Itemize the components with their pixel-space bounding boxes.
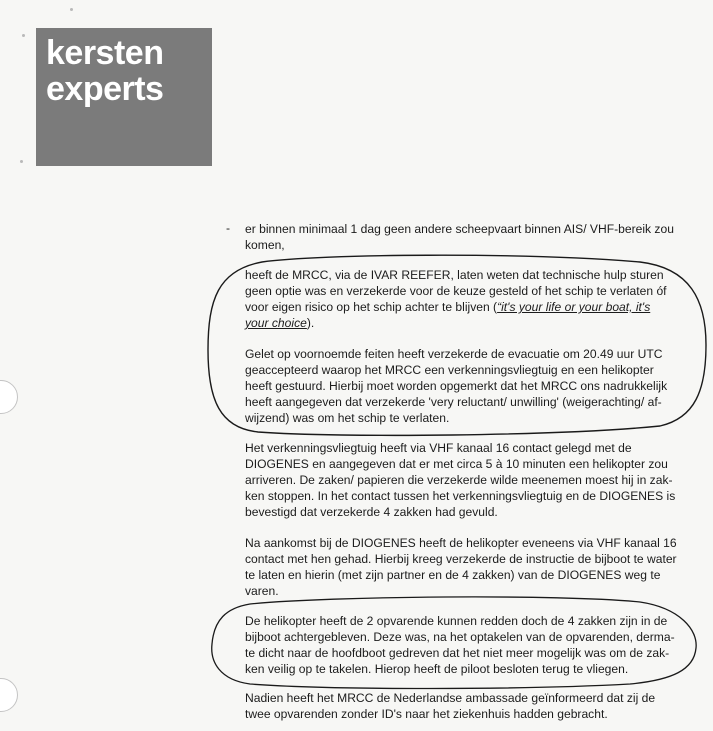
- paragraph-4-line: contact met hen gehad. Hierbij kreeg verzekerde de instructie de bijboot te water: [245, 552, 677, 566]
- paragraph-3-line: DIOGENES en aangegeven dat er met circa 5 à 10 minuten een helikopter zou: [245, 457, 668, 471]
- paragraph-4-line: Na aankomst bij de DIOGENES heeft de helikopter eveneens via VHF kanaal 16: [245, 536, 677, 550]
- paragraph-3-line: ken stoppen. In het contact tussen het verkenningsvliegtuig en de DIOGENES is: [245, 489, 676, 503]
- logo-word-1: kersten: [46, 34, 164, 72]
- paragraph-2-line: heeft gestuurd. Hierbij moet worden opgemerkt dat het MRCC ons nadrukkelijk: [245, 379, 668, 393]
- paragraph-2-line: heeft aangegeven dat verzekerde 'very reluctant/ unwilling' (weigerachting/ af-: [245, 395, 662, 409]
- hand-drawn-oval-lower: [212, 597, 696, 689]
- paragraph-2-line: Gelet op voornoemde feiten heeft verzekerde de evacuatie om 20.49 uur UTC: [245, 347, 663, 361]
- logo-word-2: experts: [46, 70, 164, 108]
- quote-text: your choice: [245, 316, 307, 330]
- bullet-line: komen,: [245, 238, 285, 252]
- paragraph-5-line: ken veilig op te takelen. Hierop heeft de piloot besloten terug te vliegen.: [245, 662, 629, 676]
- closing-punct: ).: [306, 316, 315, 330]
- bullet-line: er binnen minimaal 1 dag geen andere scheepvaart binnen AIS/ VHF-bereik zou: [245, 222, 674, 236]
- hand-drawn-oval-upper: [208, 255, 706, 435]
- paragraph-6-line: Nadien heeft het MRCC de Nederlandse ambassade geïnformeerd dat zij de: [245, 691, 656, 705]
- paragraph-5-line: De helikopter heeft de 2 opvarende kunnen redden doch de 4 zakken zijn in de: [245, 614, 668, 628]
- quote-text: “it's your life or your boat, it's: [497, 300, 651, 314]
- paragraph-3-line: arriveren. De zaken/ papieren die verzekerde wilde meenemen moest hij in zak-: [245, 473, 673, 487]
- paragraph-1-line: heeft de MRCC, via de IVAR REEFER, laten weten dat technische hulp sturen: [245, 268, 664, 282]
- paragraph-5-line: bijboot achtergebleven. Deze was, na het optakelen van de opvarenden, derma-: [245, 630, 675, 644]
- paragraph-2-line: geaccepteerd waarop het MRCC een verkenningsvliegtuig en een helikopter: [245, 363, 654, 377]
- paragraph-2-line: wijzend) was om het schip te verlaten.: [245, 411, 450, 425]
- paragraph-4-line: varen.: [245, 584, 279, 598]
- paragraph-4-line: te laten en hierin (met zijn partner en de 4 zakken) van de DIOGENES weg te: [245, 568, 661, 582]
- paragraph-3-line: bevestigd dat verzekerde 4 zakken had gevuld.: [245, 505, 498, 519]
- bullet-marker: -: [226, 221, 231, 235]
- paragraph-5-line: te dicht naar de hoofdboot gedreven dat het niet meer mogelijk was om de zak-: [245, 646, 670, 660]
- paragraph-3-line: Het verkenningsvliegtuig heeft via VHF kanaal 16 contact gelegd met de: [245, 441, 632, 455]
- paragraph-1-line: geen optie was en verzekerde voor de keuze gesteld of het schip te verlaten óf: [245, 284, 667, 298]
- paragraph-1-text: voor eigen risico op het schip achter te blijven (: [245, 300, 498, 314]
- paragraph-6-line: twee opvarenden zonder ID's naar het ziekenhuis hadden gebracht.: [245, 707, 608, 721]
